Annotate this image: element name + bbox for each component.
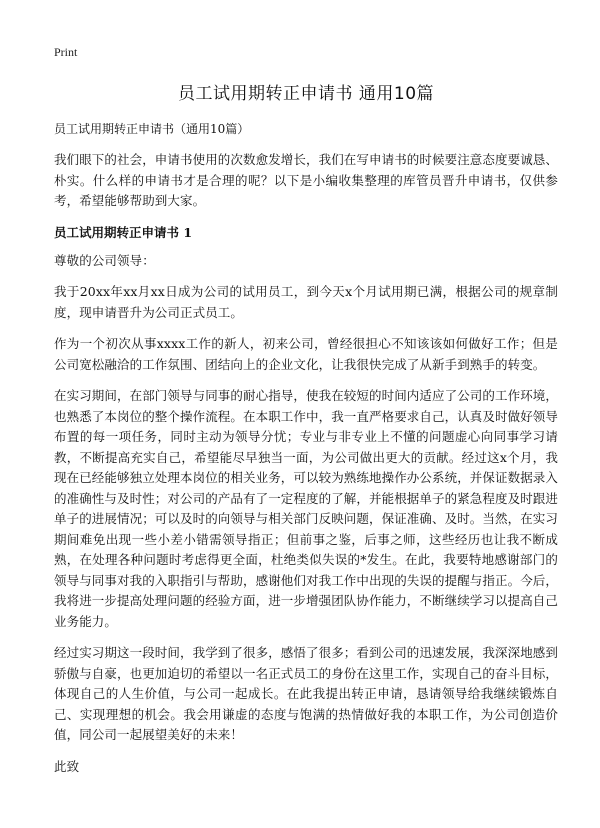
body-paragraph: 作为一个初次从事xxxx工作的新人，初来公司，曾经很担心不知该该如何做好工作；但是公司宽松融洽的工作氛围、团结向上的企业文化，让我很快完成了从新手到熟手的转变。 bbox=[54, 336, 558, 372]
document-subtitle: 员工试用期转正申请书（通用10篇） bbox=[54, 122, 250, 136]
closing-line: 此致 bbox=[54, 758, 80, 774]
print-link[interactable]: Print bbox=[54, 45, 78, 59]
intro-paragraph: 我们眼下的社会，申请书使用的次数愈发增长，我们在写申请书的时候要注意态度要诚恳、朴实。什么样的申请书才是合理的呢？以下是小编收集整理的库管员晋升申请书，仅供参考，希望能够帮助到大家。 bbox=[54, 152, 559, 208]
body-paragraph: 经过实习期这一段时间，我学到了很多，感悟了很多；看到公司的迅速发展，我深深地感到骄傲与自豪，也更加迫切的希望以一名正式员工的身份在这里工作，实现自己的奋斗目标，体现自己的人生价值，与公司一起成长。在此我提出转正申请，恳请领导给我继续锻炼自己、实现理想的机会。我会用谦虚的态度与饱满的热情做好我的本职工作，为公司创造价值，同公司一起展望美好的未来！ bbox=[54, 645, 559, 742]
section-heading: 员工试用期转正申请书 1 bbox=[54, 224, 193, 240]
salutation: 尊敬的公司领导： bbox=[54, 252, 155, 268]
body-paragraph: 在实习期间，在部门领导与同事的耐心指导，使我在较短的时间内适应了公司的工作环境，也熟悉了本岗位的整个操作流程。在本职工作中，我一直严格要求自己，认真及时做好领导布置的每一项任务，同时主动为领导分忧；专业与非专业上不懂的问题虚心向同事学习请教，不断提高充实自己，希望能尽早独当一面，为公司做出更大的贡献。经过这x个月，我现在已经能够独立处理本岗位的相关业务，可以较为熟练地操作办公系统，并保证数据录入的准确性与及时性；对公司的产品有了一定程度的了解，并能根据单子的紧急程度及时跟进单子的进展情况；可以及时的向领导与相关部门反映问题，保证准确、及时。当然，在实习期间难免出现一些小差小错需领导指正；但前事之鉴，后事之师，这些经历也让我不断成熟，在处理各种问题时考虑得更全面，杜绝类似失误的*发生。在此，我要特地感谢部门的领导与同事对我的入职指引与帮助，感谢他们对我工作中出现的失误的提醒与指正。今后，我将进一步提高处理问题的经验方面，进一步增强团队协作能力，不断继续学习以提高自己业务能力。 bbox=[54, 388, 559, 629]
body-paragraph: 我于20xx年xx月xx日成为公司的试用员工，到今天x个月试用期已满，根据公司的规章制度，现申请晋升为公司正式员工。 bbox=[54, 284, 558, 320]
page-title: 员工试用期转正申请书 通用10篇 bbox=[177, 84, 435, 104]
